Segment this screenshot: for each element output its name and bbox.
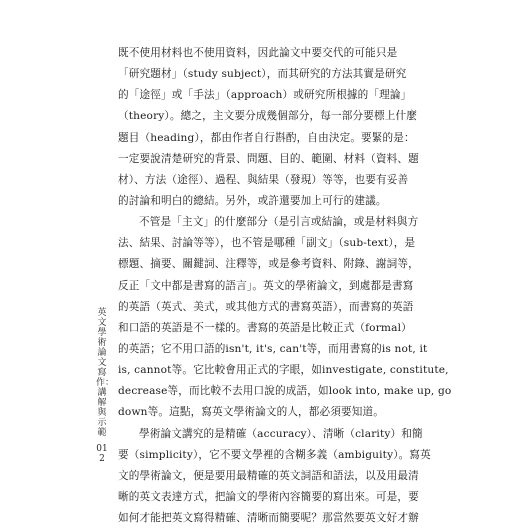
text-line: is, cannot等。它比較會用正式的字眼，如investigate, constitute, bbox=[118, 364, 449, 377]
page-number: 012 bbox=[96, 444, 108, 464]
text-line: 的討論和明白的總結。另外，或許還要加上可行的建議。 bbox=[118, 194, 387, 207]
text-line: decrease等，而比較不去用口說的成語，如look into, make up, go bbox=[118, 385, 452, 398]
paragraph bbox=[118, 424, 488, 529]
text-line: 的「途徑」或「手法」（approach）或研究所根據的「理論」 bbox=[118, 89, 412, 102]
book-title: 英文學術論文寫作：講解與示範 bbox=[96, 308, 115, 438]
text-line: 反正「文中都是書寫的語言」。英文的學術論文，到處都是書寫 bbox=[118, 279, 414, 292]
paragraph bbox=[118, 212, 488, 423]
text-line: 不管是「主文」的什麼部分（是引言或結論，或是材料與方 bbox=[139, 216, 419, 229]
text-line: 既不使用材料也不使用資料，因此論文中要交代的可能只是 bbox=[118, 47, 398, 59]
text-line: 的英語；它不用口語的isn't, it's, can't等，而用書寫的is not, it bbox=[118, 342, 428, 355]
text-line: 如何才能把英文寫得精確、清晰而簡要呢？那當然要英文好才辦 bbox=[118, 512, 419, 525]
text-line: （theory）。總之，主文要分成幾個部分，每一部分要標上什麼 bbox=[118, 110, 417, 123]
running-header bbox=[95, 308, 115, 464]
text-line: 的英語（英式、美式，或其他方式的書寫英語），而書寫的英語 bbox=[118, 300, 414, 313]
text-line: 文的學術論文，便是要用最精確的英文詞語和語法，以及用最清 bbox=[118, 469, 419, 482]
body-text bbox=[118, 43, 488, 529]
text-line: 晰的英文表達方式，把論文的學術內容簡要的寫出來。可是，要 bbox=[118, 490, 419, 503]
paragraph bbox=[118, 43, 488, 212]
text-line: 題目（heading），都由作者自行斟酌，自由決定。要緊的是： bbox=[118, 131, 415, 144]
text-line: 「研究題材」（study subject），而其研究的方法其實是研究 bbox=[118, 68, 407, 81]
text-line: 要（simplicity），它不要文學裡的含糊多義（ambiguity）。寫英 bbox=[118, 448, 431, 461]
text-line: 學術論文講究的是精確（accuracy）、清晰（clarity）和簡 bbox=[139, 427, 423, 440]
text-line: 標題、摘要、關鍵詞、注釋等，或是參考資料、附錄、謝詞等， bbox=[118, 258, 419, 271]
text-line: 一定要說清楚研究的背景、問題、目的、範圍、材料（資料、題 bbox=[118, 152, 419, 165]
text-line: 和口語的英語是不一樣的。書寫的英語是比較正式（formal） bbox=[118, 321, 412, 334]
text-line: down等。這點，寫英文學術論文的人，都必須要知道。 bbox=[118, 406, 385, 419]
text-line: 法、結果、討論等等），也不管是哪種「副文」（sub-text），是 bbox=[118, 237, 416, 250]
text-line: 材）、方法（途徑）、過程、與結果（發現）等等，也要有妥善 bbox=[118, 173, 409, 186]
